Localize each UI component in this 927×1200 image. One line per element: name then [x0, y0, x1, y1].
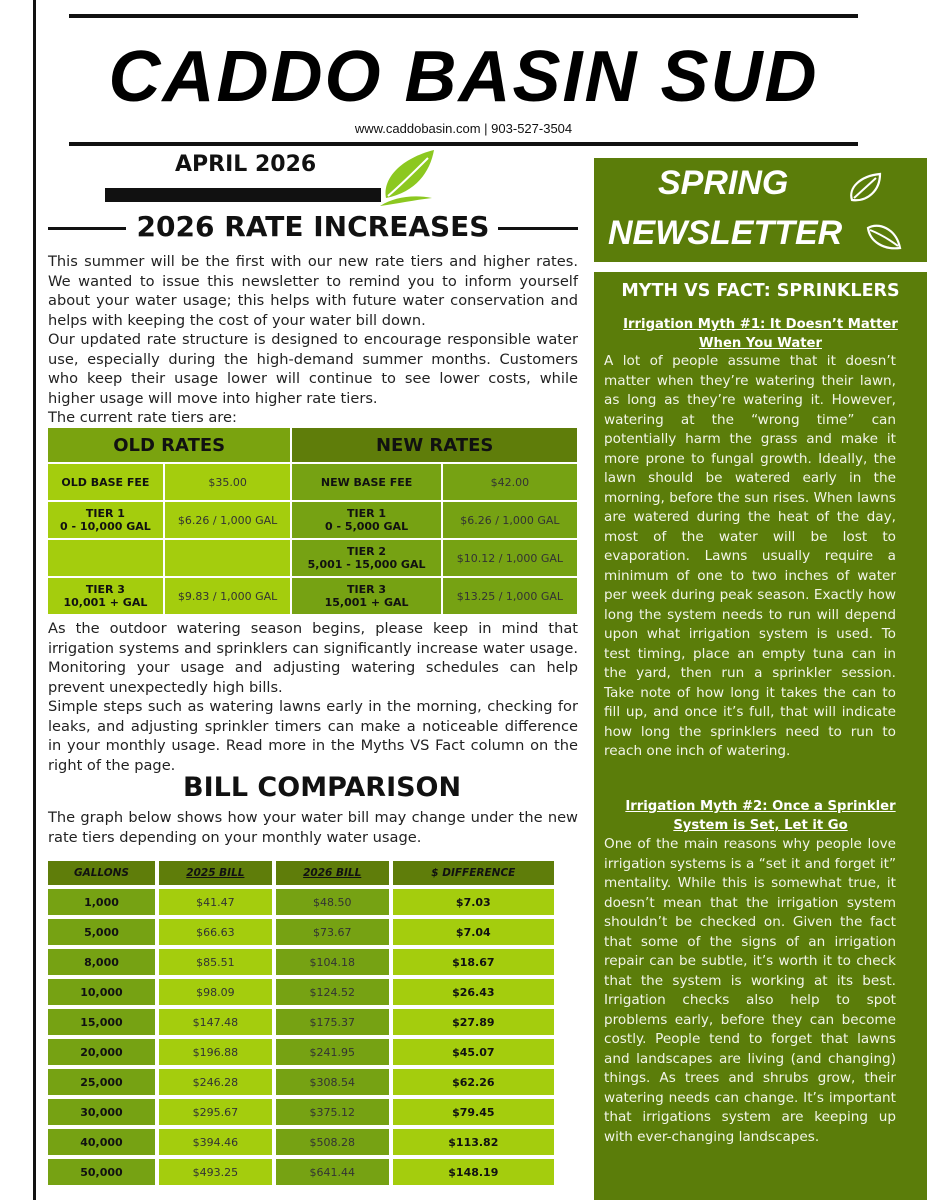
bill-2025-cell: $246.28 [159, 1069, 272, 1095]
left-border-rule [33, 0, 36, 1200]
difference-cell: $18.67 [393, 949, 554, 975]
old-rate-value: $6.26 / 1,000 GAL [165, 502, 291, 538]
gallons-cell: 40,000 [48, 1129, 155, 1155]
watering-text-2: Simple steps such as watering lawns early in the morning, checking for leaks, and adjusting sprinkler timers can make a noticeable difference in your monthly usage. Read more in the Myths VS Fact column on the right of the page. [48, 698, 578, 774]
col-difference: $ DIFFERENCE [393, 861, 554, 885]
bill-row [48, 1129, 554, 1155]
bill-2025-cell: $85.51 [159, 949, 272, 975]
old-rate-label: TIER 3 10,001 + GAL [48, 578, 163, 614]
difference-cell: $79.45 [393, 1099, 554, 1125]
bill-2026-cell: $48.50 [276, 889, 389, 915]
leaf-outline-icon [864, 220, 904, 254]
new-rate-label: TIER 1 0 - 5,000 GAL [292, 502, 440, 538]
banner-spring: SPRING [658, 164, 789, 202]
difference-cell: $113.82 [393, 1129, 554, 1155]
bill-2025-cell: $196.88 [159, 1039, 272, 1065]
masthead-bottom-rule [69, 142, 858, 146]
old-rate-label: OLD BASE FEE [48, 464, 163, 500]
col-2025-bill: 2025 BILL [159, 861, 272, 885]
gallons-cell: 5,000 [48, 919, 155, 945]
bill-2026-cell: $641.44 [276, 1159, 389, 1185]
gallons-cell: 15,000 [48, 1009, 155, 1035]
bill-2026-cell: $175.37 [276, 1009, 389, 1035]
col-2026-bill: 2026 BILL [276, 861, 389, 885]
gallons-cell: 1,000 [48, 889, 155, 915]
bill-2026-cell: $375.12 [276, 1099, 389, 1125]
leaf-outline-icon [846, 170, 886, 204]
bill-2026-cell: $104.18 [276, 949, 389, 975]
green-leaf-icon [372, 148, 442, 208]
bill-2025-cell: $98.09 [159, 979, 272, 1005]
masthead-contact: www.caddobasin.com | 903-527-3504 [354, 121, 573, 136]
bill-row [48, 1159, 554, 1185]
new-rate-value: $13.25 / 1,000 GAL [443, 578, 577, 614]
bill-2026-cell: $73.67 [276, 919, 389, 945]
rate-increases-heading-block [48, 208, 578, 248]
new-rate-label: TIER 2 5,001 - 15,000 GAL [292, 540, 440, 576]
issue-date: APRIL 2026 [175, 152, 317, 177]
gallons-cell: 20,000 [48, 1039, 155, 1065]
gallons-cell: 25,000 [48, 1069, 155, 1095]
rate-row [48, 502, 577, 538]
rate-intro-1: This summer will be the first with our new rate tiers and higher rates. We wanted to issue this newsletter to remind you to inform yourself about your water usage; this helps with future water conservation and helps with keeping the cost of your water bill down. [48, 253, 578, 329]
old-rate-label: TIER 1 0 - 10,000 GAL [48, 502, 163, 538]
date-underline-bar [105, 188, 381, 202]
bill-row [48, 889, 554, 915]
difference-cell: $26.43 [393, 979, 554, 1005]
bill-2025-cell: $147.48 [159, 1009, 272, 1035]
bill-comparison-heading: BILL COMPARISON [183, 772, 462, 803]
heading-rule-right [498, 227, 578, 230]
watering-text-1: As the outdoor watering season begins, please keep in mind that irrigation systems and sprinklers can significantly increase water usage. Monitoring your usage and adjusting watering schedules can help prevent unexpectedly high bills. [48, 620, 578, 696]
difference-cell: $27.89 [393, 1009, 554, 1035]
new-rate-label: NEW BASE FEE [292, 464, 440, 500]
rate-row [48, 540, 577, 576]
new-rate-value: $10.12 / 1,000 GAL [443, 540, 577, 576]
bill-row [48, 919, 554, 945]
new-rates-header: NEW RATES [292, 428, 577, 462]
bill-2025-cell: $66.63 [159, 919, 272, 945]
bill-row [48, 1099, 554, 1125]
difference-cell: $62.26 [393, 1069, 554, 1095]
bill-row [48, 1069, 554, 1095]
old-rate-label [48, 540, 163, 576]
bill-2026-cell: $508.28 [276, 1129, 389, 1155]
gallons-cell: 50,000 [48, 1159, 155, 1185]
myth-section-title: MYTH VS FACT: SPRINKLERS [621, 281, 900, 301]
myth-2-body: One of the main reasons why people love irrigation systems is a “set it and forget it” mentality. While this is somewhat true, it doesn’t mean that the irrigation system shouldn’t be checked on. Given the fact that some of the signs of an irrigation repair can be subtle, it’s worth it to check that the system is working at its best. Irrigation checks also help to spot problems early, before they can become costly. People tend to forget that lawns and landscapes are living (and changing) things. As trees and shrubs grow, their watering needs can change. It’s important that irrigations system are keeping up with ever-changing landscapes. [604, 836, 896, 1145]
new-rate-label: TIER 3 15,001 + GAL [292, 578, 440, 614]
myth-1-title: Irrigation Myth #1: It Doesn’t Matter When You Water [623, 317, 898, 351]
bill-2025-cell: $295.67 [159, 1099, 272, 1125]
old-rates-header: OLD RATES [48, 428, 290, 462]
bill-2025-cell: $394.46 [159, 1129, 272, 1155]
difference-cell: $45.07 [393, 1039, 554, 1065]
difference-cell: $7.04 [393, 919, 554, 945]
old-rate-value: $35.00 [165, 464, 291, 500]
rates-table [46, 426, 579, 616]
bill-row [48, 979, 554, 1005]
bill-comparison-table [44, 857, 558, 1189]
bill-row [48, 1039, 554, 1065]
masthead-title: CADDO BASIN SUD [108, 37, 819, 117]
spring-newsletter-banner [594, 158, 927, 262]
rate-row [48, 464, 577, 500]
banner-newsletter: NEWSLETTER [608, 214, 843, 252]
bill-row [48, 1009, 554, 1035]
gallons-cell: 8,000 [48, 949, 155, 975]
rate-increases-heading: 2026 RATE INCREASES [136, 210, 490, 243]
difference-cell: $7.03 [393, 889, 554, 915]
difference-cell: $148.19 [393, 1159, 554, 1185]
rate-intro-3: The current rate tiers are: [48, 409, 237, 426]
bill-row [48, 949, 554, 975]
new-rate-value: $42.00 [443, 464, 577, 500]
masthead-top-rule [69, 14, 858, 18]
bill-2026-cell: $241.95 [276, 1039, 389, 1065]
rate-row [48, 578, 577, 614]
new-rate-value: $6.26 / 1,000 GAL [443, 502, 577, 538]
rate-intro-2: Our updated rate structure is designed to encourage responsible water use, especially during the high-demand summer months. Customers who keep their usage lower will continue to see lower costs, while higher usage will move into higher rate tiers. [48, 331, 578, 407]
bill-intro: The graph below shows how your water bill may change under the new rate tiers depending on your monthly water usage. [48, 809, 578, 846]
bill-2025-cell: $41.47 [159, 889, 272, 915]
watering-paragraph [48, 619, 578, 775]
myth-vs-fact-column [594, 272, 927, 1200]
bill-2026-cell: $124.52 [276, 979, 389, 1005]
myth-1-body: A lot of people assume that it doesn’t matter when they’re watering their lawn, as long as they’re watering it. However, watering at the “wrong time” can potentially harm the grass and make it more prone to fungal growth. Ideally, the lawn should be watered early in the morning, before the sun rises. When lawns are watered during the heat of the day, most of the water will be lost to evaporation. Lawns usually require a minimum of one to two inches of water per week during peak season. Exactly how long the system needs to run will depend upon what irrigation system is used. To test timing, place an empty tuna can in the yard, then run a sprinkler session. Take note of how long it takes the can to fill up, and once it’s full, that will indicate how long the sprinklers need to run to reach one inch of watering. [604, 353, 896, 759]
col-gallons: GALLONS [48, 861, 155, 885]
bill-2026-cell: $308.54 [276, 1069, 389, 1095]
rate-intro-paragraph [48, 252, 578, 428]
myth-2-title: Irrigation Myth #2: Once a Sprinkler System is Set, Let it Go [625, 799, 896, 833]
gallons-cell: 10,000 [48, 979, 155, 1005]
bill-2025-cell: $493.25 [159, 1159, 272, 1185]
old-rate-value: $9.83 / 1,000 GAL [165, 578, 291, 614]
old-rate-value [165, 540, 291, 576]
gallons-cell: 30,000 [48, 1099, 155, 1125]
